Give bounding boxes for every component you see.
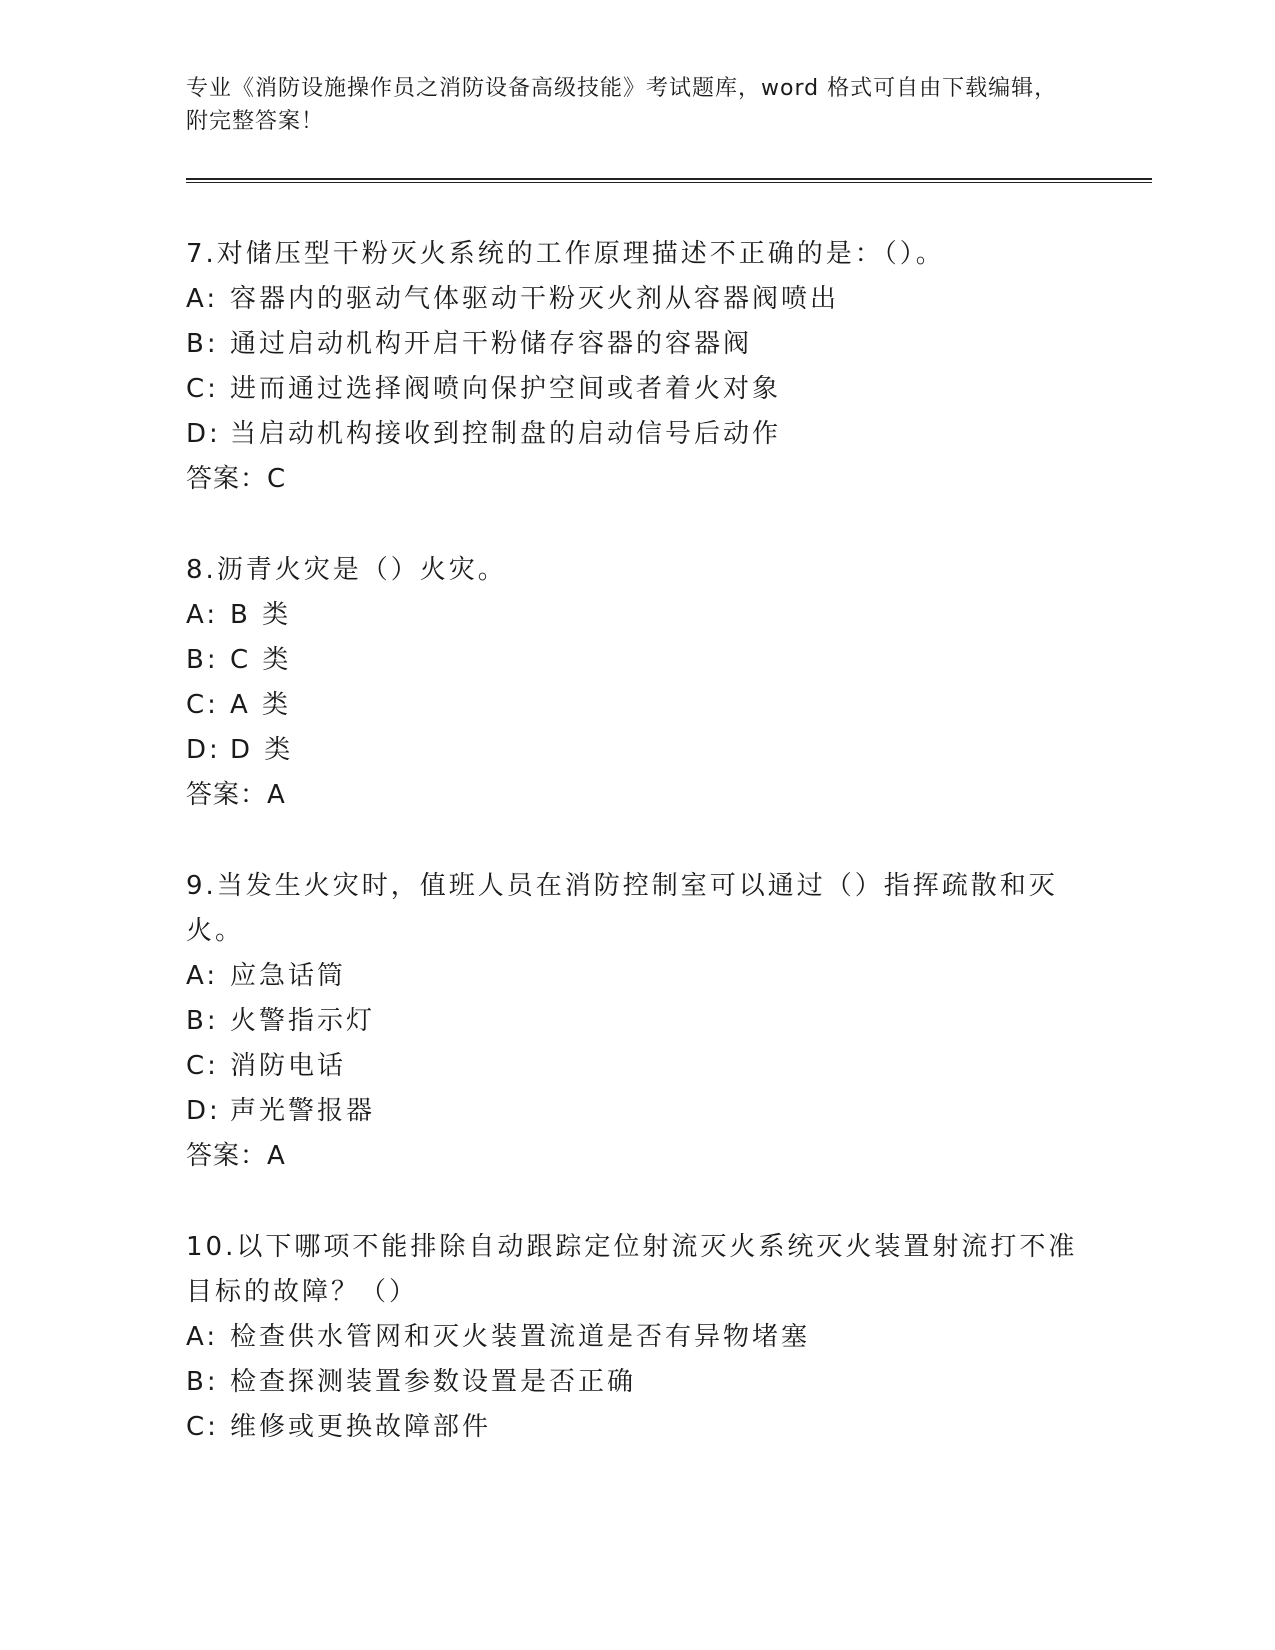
option-c bbox=[186, 683, 1086, 728]
question-7 bbox=[186, 232, 1086, 502]
question-text: 8.沥青火灾是（）火灾。 bbox=[186, 555, 507, 585]
option-text: 当启动机构接收到控制盘的启动信号后动作 bbox=[230, 419, 782, 449]
option-letter: C: bbox=[186, 690, 219, 720]
option-letter: B: bbox=[186, 329, 219, 359]
option-letter: D: bbox=[186, 1096, 221, 1126]
answer-line: 答案：C bbox=[186, 464, 287, 494]
option-b bbox=[186, 322, 1086, 367]
option-a bbox=[186, 593, 1086, 638]
option-text: 维修或更换故障部件 bbox=[230, 1412, 492, 1442]
question-text: 7.对储压型干粉灭火系统的工作原理描述不正确的是：（）。 bbox=[186, 239, 945, 269]
answer-line: 答案：A bbox=[186, 1141, 286, 1171]
option-c bbox=[186, 1405, 1086, 1450]
option-text: 进而通过选择阀喷向保护空间或者着火对象 bbox=[230, 374, 782, 404]
option-letter: B: bbox=[186, 1006, 219, 1036]
option-text: 火警指示灯 bbox=[230, 1006, 376, 1036]
option-letter: B: bbox=[186, 1367, 219, 1397]
option-text: 应急话筒 bbox=[230, 961, 347, 991]
option-d bbox=[186, 412, 1086, 457]
option-letter: B: bbox=[186, 645, 219, 675]
option-d bbox=[186, 1089, 1086, 1134]
option-b bbox=[186, 999, 1086, 1044]
option-d bbox=[186, 728, 1086, 773]
option-letter: A: bbox=[186, 961, 219, 991]
option-c bbox=[186, 367, 1086, 412]
option-text: B 类 bbox=[230, 600, 292, 630]
option-text: 检查供水管网和灭火装置流道是否有异物堵塞 bbox=[230, 1322, 811, 1352]
option-letter: D: bbox=[186, 419, 221, 449]
option-text: 通过启动机构开启干粉储存容器的容器阀 bbox=[230, 329, 753, 359]
option-letter: D: bbox=[186, 735, 221, 765]
option-letter: C: bbox=[186, 1051, 219, 1081]
option-text: A 类 bbox=[230, 690, 292, 720]
option-text: D 类 bbox=[230, 735, 294, 765]
option-c bbox=[186, 1044, 1086, 1089]
question-10 bbox=[186, 1225, 1086, 1450]
option-text: 声光警报器 bbox=[230, 1096, 376, 1126]
option-a bbox=[186, 954, 1086, 999]
option-letter: A: bbox=[186, 284, 219, 314]
option-text: 容器内的驱动气体驱动干粉灭火剂从容器阀喷出 bbox=[230, 284, 840, 314]
document-header: 专业《消防设施操作员之消防设备高级技能》考试题库，word 格式可自由下载编辑，附完整答案！ bbox=[186, 76, 1058, 134]
option-b bbox=[186, 1360, 1086, 1405]
option-a bbox=[186, 277, 1086, 322]
answer-line: 答案：A bbox=[186, 780, 286, 810]
question-list bbox=[186, 232, 1086, 1496]
option-text: 消防电话 bbox=[230, 1051, 347, 1081]
header-divider bbox=[186, 178, 1152, 183]
question-text: 9.当发生火灾时，值班人员在消防控制室可以通过（）指挥疏散和灭火。 bbox=[186, 871, 1058, 946]
question-9 bbox=[186, 864, 1086, 1179]
question-8 bbox=[186, 548, 1086, 818]
option-letter: A: bbox=[186, 600, 219, 630]
option-letter: C: bbox=[186, 374, 219, 404]
option-letter: A: bbox=[186, 1322, 219, 1352]
option-text: C 类 bbox=[230, 645, 292, 675]
question-text: 10.以下哪项不能排除自动跟踪定位射流灭火系统灭火装置射流打不准目标的故障？（） bbox=[186, 1232, 1078, 1307]
option-text: 检查探测装置参数设置是否正确 bbox=[230, 1367, 637, 1397]
option-letter: C: bbox=[186, 1412, 219, 1442]
option-a bbox=[186, 1315, 1086, 1360]
option-b bbox=[186, 638, 1086, 683]
